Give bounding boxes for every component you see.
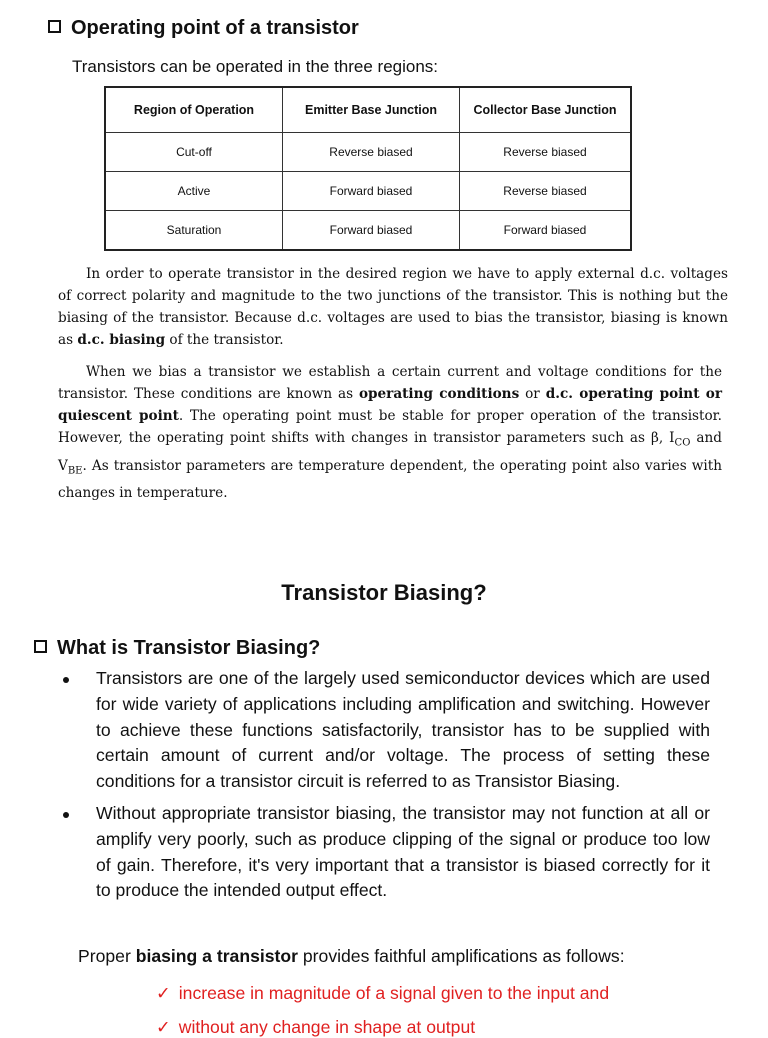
heading-text: What is Transistor Biasing? (57, 637, 321, 659)
p1-text-end: of the transistor. (165, 332, 284, 348)
cell-cb: Reverse biased (460, 133, 632, 172)
table-row (105, 133, 631, 172)
checkbox-bullet-icon (34, 640, 47, 653)
check-text: increase in magnitude of a signal given to the input and (178, 983, 610, 1003)
bullet-dot-icon (63, 812, 69, 818)
cell-eb: Forward biased (283, 172, 460, 211)
p2-bold-2: d.c. operating point or quiescent point (58, 386, 723, 424)
p2-or: or (519, 386, 546, 402)
section-heading-what-is-biasing (34, 637, 320, 660)
p2-text: When we bias a transistor we establish a certain current and voltage conditions for the transistor. These conditions are known as (58, 364, 722, 402)
header-collector-base: Collector Base Junction (460, 87, 632, 133)
header-region: Region of Operation (105, 87, 283, 133)
table-header-row (105, 87, 631, 133)
checkbox-bullet-icon (48, 20, 61, 33)
section-heading-operating-point (48, 17, 359, 40)
list-item (58, 666, 710, 795)
p2-text-b: . The operating point must be stable for proper operation of the transistor. However, the operating point shifts with changes in transistor parameters such as β, I (58, 408, 722, 446)
cell-eb: Forward biased (283, 211, 460, 251)
header-emitter-base: Emitter Base Junction (283, 87, 460, 133)
p2-bold-1: operating conditions (358, 386, 520, 402)
table-row (105, 172, 631, 211)
intro-text: Transistors can be operated in the three regions: (72, 57, 439, 76)
regions-table (104, 86, 632, 251)
bullet-text: Without appropriate transistor biasing, the transistor may not function at all or amplify very poorly, such as produce clipping of the signal or produce too low of gain. Therefore, it's very important that a transistor is biased correctly for it to produce the intended output effect. (96, 802, 710, 901)
p1-text: In order to operate transistor in the desired region we have to apply external d.c. voltages of correct polarity and magnitude to the two junctions of the transistor. This is nothing but the biasing of the transistor. Because d.c. voltages are used to bias the transistor, biasing is known as (58, 266, 728, 348)
scan-paragraph-1 (58, 263, 728, 351)
proper-bold: biasing a transistor (135, 946, 298, 966)
cell-cb: Forward biased (460, 211, 632, 251)
list-item (58, 801, 710, 904)
p2-text-d: . As transistor parameters are temperature dependent, the operating point also varies with changes in temperature. (58, 457, 722, 502)
table-row (105, 211, 631, 251)
bullet-dot-icon (63, 677, 69, 683)
check-text: without any change in shape at output (178, 1017, 476, 1037)
proper-post: provides faithful amplifications as follows: (298, 946, 625, 966)
bullet-list (58, 666, 710, 910)
cell-eb: Reverse biased (283, 133, 460, 172)
cell-region: Cut-off (105, 133, 283, 172)
check-item (156, 983, 609, 1004)
scan-paragraph-2 (58, 361, 722, 504)
p2-text-c: and V (58, 430, 722, 474)
heading-text: Operating point of a transistor (71, 17, 359, 39)
p1-bold: d.c. biasing (77, 332, 166, 348)
cell-region: Saturation (105, 211, 283, 251)
check-item (156, 1017, 475, 1038)
proper-pre: Proper (78, 946, 136, 966)
checkmark-icon: ✓ (156, 983, 171, 1003)
p2-sub-be: BE (67, 465, 83, 477)
checkmark-icon: ✓ (156, 1017, 171, 1037)
proper-biasing-text (78, 946, 625, 967)
cell-cb: Reverse biased (460, 172, 632, 211)
bullet-text: Transistors are one of the largely used semiconductor devices which are used for wide variety of applications including amplification and switching. However to achieve these functions satisfactorily, transistor has to be supplied with certain amount of current and/or voltage. The process of setting these conditions for a transistor circuit is referred to as Transistor Biasing. (96, 668, 710, 792)
cell-region: Active (105, 172, 283, 211)
page-title: Transistor Biasing? (281, 580, 487, 605)
p2-sub-co: CO (674, 437, 691, 449)
